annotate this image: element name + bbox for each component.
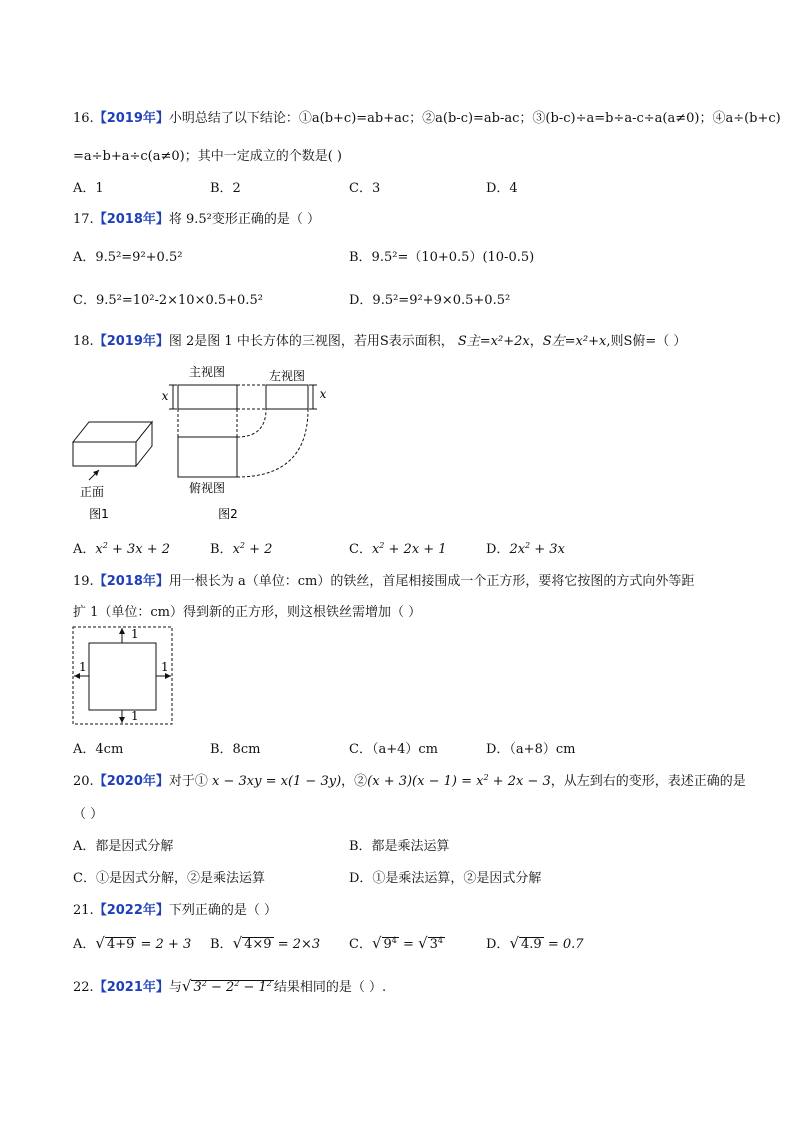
q17-year: 【2018年】 — [93, 212, 169, 227]
q18-option-c: C．$x^2 + 2x + 1$ — [349, 541, 447, 557]
q21-option-b: B．√ 4×9 = 2×3 — [210, 934, 321, 952]
q20-option-c: C．①是因式分解，②是乘法运算 — [73, 871, 265, 886]
fig1-label: 图1 — [89, 507, 109, 521]
q19-option-d: D．（a+8）cm — [486, 742, 576, 757]
q18-option-b: B．$x^2 + 2$ — [210, 541, 273, 557]
x-label-left: x — [319, 387, 327, 401]
label-right: 1 — [161, 660, 169, 674]
cuboid-shape — [73, 422, 152, 466]
q17-stem: 17.【2018年】将 9.5²变形正确的是（ ） — [73, 212, 321, 227]
q20-option-a: A．都是因式分解 — [73, 839, 174, 854]
label-bottom: 1 — [131, 709, 139, 723]
top-view-rect — [178, 437, 237, 477]
q19-option-b: B．8cm — [210, 742, 261, 757]
q21-stem: 21.【2022年】下列正确的是（ ） — [73, 903, 278, 918]
q18-s-main: S主=x²+2x — [457, 334, 530, 349]
q21-option-a: A．√ 4+9 = 2 + 3 — [73, 934, 192, 952]
fig2-label: 图2 — [218, 507, 238, 521]
q19-figure — [70, 624, 175, 727]
q20-stem: 20.【2020年】对于① x − 3xy = x(1 − 3y)，②(x + $3)(x - 1) = x^2 + 2x - 3$，从左到右的变形，表述正确的是 — [73, 773, 746, 789]
q16-line1: 16.【2019年】小明总结了以下结论：①a(b+c)=ab+ac；②a(b-c)=ab-ac；③(b-c)÷a=b÷a-c÷a(a≠0)；④a÷(b+c) — [73, 111, 781, 126]
q20-paren: （ ） — [73, 807, 104, 822]
q18-option-d: D．$2x^2 + 3x$ — [486, 541, 565, 557]
q18-option-a: A．$x^2 + 3x + 2$ — [73, 541, 171, 557]
top-view-label: 俯视图 — [188, 481, 226, 495]
left-view-rect — [266, 385, 308, 409]
inner-square — [89, 643, 156, 710]
q19-option-c: C．（a+4）cm — [349, 742, 438, 757]
q19-year: 【2018年】 — [93, 574, 169, 589]
q18-figure — [65, 360, 365, 525]
q17-option-b: B．9.5²=（10+0.5）(10-0.5) — [349, 250, 535, 265]
q21-option-d: D．√ 4.9 = 0.7 — [486, 934, 584, 952]
q19-line2: 扩 1（单位：cm）得到新的正方形，则这根铁丝需增加（ ） — [73, 605, 422, 620]
q18-year: 【2019年】 — [93, 334, 169, 349]
x-label-front: x — [161, 389, 169, 403]
q16-line2: =a÷b+a÷c(a≠0)；其中一定成立的个数是( ) — [73, 149, 343, 164]
label-top: 1 — [131, 627, 139, 641]
q20-option-b: B．都是乘法运算 — [349, 839, 450, 854]
front-face-label: 正面 — [79, 485, 105, 499]
label-left: 1 — [79, 660, 87, 674]
left-view-label: 左视图 — [268, 369, 306, 383]
q16-option-b: B．2 — [210, 181, 241, 196]
q22-year: 【2021年】 — [93, 980, 169, 995]
q20-year: 【2020年】 — [93, 774, 169, 789]
q21-year: 【2022年】 — [93, 903, 169, 918]
q16-option-a: A．1 — [73, 181, 104, 196]
q17-option-d: D．9.5²=9²+9×0.5+0.5² — [349, 293, 511, 308]
q22-stem: 22.【2021年】与√ $3^2 - 2^2 - 1^2$ 结果相同的是（ ）. — [73, 977, 387, 995]
q16-option-d: D．4 — [486, 181, 518, 196]
q17-option-c: C．9.5²=10²-2×10×0.5+0.5² — [73, 293, 263, 308]
q16-option-c: C．3 — [349, 181, 381, 196]
front-view-rect — [178, 385, 237, 409]
q21-option-c: C．√ $9^4$ = √ $3^4$ — [349, 934, 443, 952]
q16-year: 【2019年】 — [93, 111, 169, 126]
q19-line1: 19.【2018年】用一根长为 a（单位：cm）的铁丝，首尾相接围成一个正方形，要将它按图的方式向外等距 — [73, 574, 695, 589]
q19-option-a: A．4cm — [73, 742, 124, 757]
q17-option-a: A．9.5²=9²+0.5² — [73, 250, 183, 265]
q18-s-left: S左=x²+x — [542, 334, 607, 349]
q18-stem: 18.【2019年】图 2是图 1 中长方体的三视图，若用S表示面积， S主=x²+2x，S左=x²+x,则S俯=（ ） — [73, 334, 687, 349]
front-view-label: 主视图 — [188, 365, 226, 379]
q20-option-d: D．①是乘法运算，②是因式分解 — [349, 871, 542, 886]
